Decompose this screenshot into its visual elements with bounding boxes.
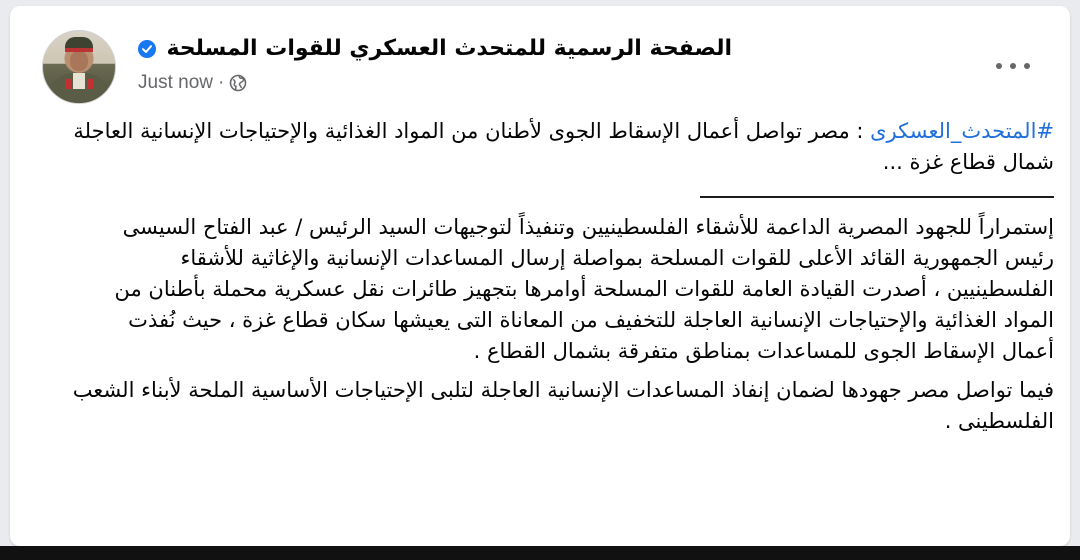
meta-separator: · [217,72,225,93]
post-headline [70,116,1054,178]
page-avatar[interactable] [42,30,116,104]
avatar-face [70,51,88,71]
post-paragraph-2: فيما تواصل مصر جهودها لضمان إنفاذ المساعدات الإنسانية العاجلة لتلبى الإحتياجات الأساسية الملحة لأبناء الشعب الفلسطينى . [72,378,1054,433]
headline-text: : مصر تواصل أعمال الإسقاط الجوى لأطنان من المواد الغذائية والإحتياجات الإنسانية العاجلة شمال قطاع غزة ... [73,119,1054,174]
post-text [70,116,1054,437]
avatar-collar [73,73,85,89]
bottom-bar [0,546,1080,560]
page-name-link[interactable]: الصفحة الرسمية للمتحدث العسكري للقوات المسلحة [166,36,732,61]
timestamp-link[interactable]: Just now [138,72,213,93]
dot [1024,63,1030,69]
avatar-collar-tab [87,79,93,89]
more-options-icon[interactable] [996,56,1030,76]
hashtag-link[interactable]: #المتحدث_العسكرى [870,119,1054,143]
avatar-cap-band [65,48,93,52]
text-divider [700,196,1054,198]
dot [996,63,1002,69]
post-meta [138,72,247,94]
dot [1010,63,1016,69]
avatar-collar-tab [65,79,71,89]
post-card [10,6,1070,546]
globe-icon[interactable] [229,74,247,92]
post-paragraph-1: إستمراراً للجهود المصرية الداعمة للأشقاء الفلسطينيين وتنفيذاً لتوجيهات السيد الرئيس / عبد الفتاح السيسى رئيس الجمهورية القائد الأعلى للقوات المسلحة بمواصلة إرسال المساعدات الإنسانية والإغاثية للأشقاء الفلسطينيين ، أصدرت القيادة العامة للقوات المسلحة أوامرها بتجهيز طائرات نقل عسكرية محملة بأطنان من المواد الغذائية والإحتياجات الإنسانية العاجلة للتخفيف من المعاناة التى يعيشها سكان قطاع غزة ، حيث نُفذت أعمال الإسقاط الجوى للمساعدات بمناطق متفرقة بشمال القطاع . [114,215,1054,363]
verified-badge-icon [138,40,156,58]
